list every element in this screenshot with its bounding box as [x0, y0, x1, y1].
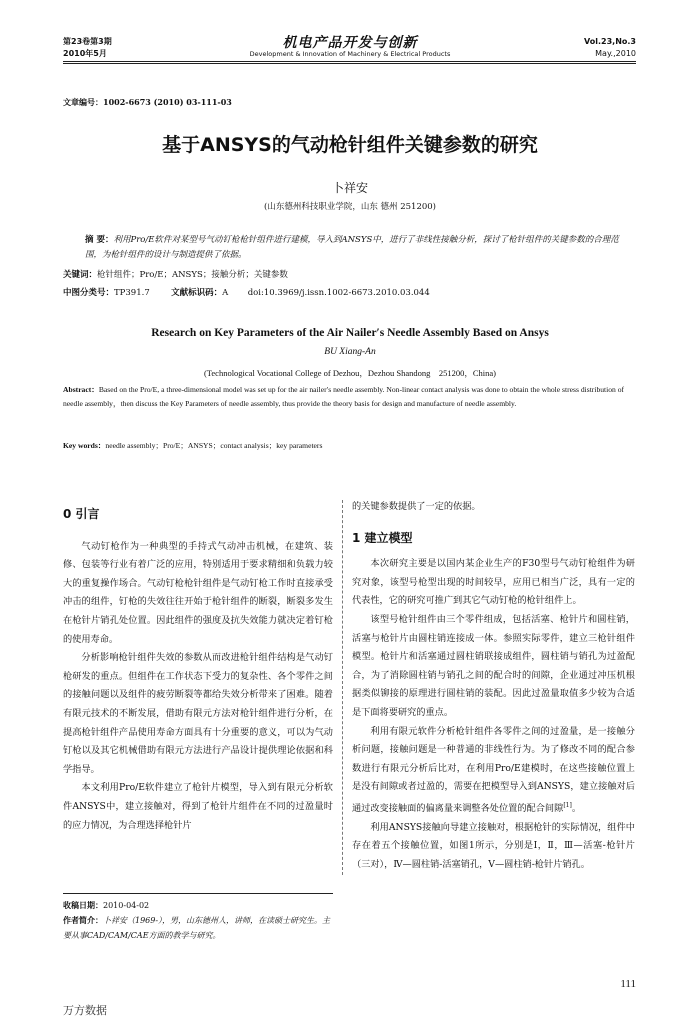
abstract-cn-text: 利用Pro/E软件对某型号气动钉枪枪针组件进行建模，导入到ANSYS中，进行了非线性接触分析，探讨了枪针组件的关键参数的合理范围，为枪针组件的设计与制造提供了依据。	[85, 235, 619, 260]
affiliation-en: (Technological Vocational College of Dezhou，Dezhou Shandong 251200，China)	[203, 368, 497, 378]
section-0-heading: 0 引言	[63, 507, 100, 521]
volume-issue-en: Vol.23,No.3	[584, 37, 636, 46]
intro-paragraph-2: 分析影响枪针组件失效的参数从而改进枪针组件结构是气动钉枪研发的重点。但组件在工作状态下受力的复杂性、各个零件之间的接触问题以及组件的疲劳断裂等都给失效分析带来了困难。随着有限元技术的不断发展，借助有限元方法对枪针组件进行分析，在提高枪针组件产品使用寿命方面具有十分重要的意义，可以为气动钉枪以及其它机械借助有限元方法进行产品设计提供理论依据和科学指导。	[63, 652, 333, 775]
journal-title-cn: 机电产品开发与创新	[282, 35, 418, 51]
paper-title-cn: 基于ANSYS的气动枪针组件关键参数的研究	[162, 134, 538, 156]
citation-ref-1: [1]	[563, 801, 572, 809]
model-paragraph-4: 利用ANSYS接触向导建立接触对，根据枪针的实际情况，组件中存在着五个接触位置，如图1所示，分别是Ⅰ，Ⅱ，Ⅲ—活塞-枪针片（三对），Ⅳ—圆柱销-活塞销孔，Ⅴ—圆柱销-枪针片销孔。	[352, 821, 635, 870]
model-paragraph-1: 本次研究主要是以国内某企业生产的F30型号气动钉枪组件为研究对象，该型号枪型出现的时间较早，应用已相当广泛，具有一定的代表性，它的研究可推广到其它气动钉枪的枪针组件上。	[352, 558, 635, 607]
article-number-label: 文章编号：	[63, 97, 103, 107]
keywords-en-text: needle assembly；Pro/E；ANSYS；contact analysis；key parameters	[105, 441, 323, 450]
keywords-cn-label: 关键词：	[63, 270, 98, 280]
abstract-cn-label: 摘 要：	[85, 235, 114, 245]
keywords-cn	[63, 268, 288, 280]
header-rule-bottom	[63, 63, 636, 64]
watermark: 万方数据	[63, 1004, 107, 1017]
page-number: 111	[620, 978, 636, 990]
intro-paragraph-3: 本文利用Pro/E软件建立了枪针片模型，导入到有限元分析软件ANSYS中，建立接触对，得到了枪针片组件在不同的过盈量时的应力情况，为合理选择枪针片	[63, 782, 333, 831]
abstract-en-text: Based on the Pro/E, a three-dimensional model was set up for the air nailer′s needle assembly. Non-linear contact analysis was done to obtain the whole stress distribution of needle assembly，then discuss the Key Parameters of needle assembly, thus provide the theory basis for design and manufacture of needle assembly.	[63, 385, 625, 408]
footnote	[63, 898, 338, 943]
journal-title-en: Development & Innovation of Machinery & Electrical Products	[249, 50, 451, 58]
author-bio-text: 卜祥安（1969-），男，山东德州人，讲师，在读硕士研究生。主要从事CAD/CAM/CAE方面的教学与研究。	[63, 916, 331, 940]
continued-paragraph: 的关键参数提供了一定的依据。	[352, 501, 481, 512]
date-cn: 2010年5月	[63, 49, 107, 58]
doc-code-value: A	[222, 288, 229, 298]
doi: doi:10.3969/j.issn.1002-6673.2010.03.044	[247, 288, 430, 298]
abstract-en-label: Abstract：	[63, 385, 99, 394]
model-paragraph-3	[352, 723, 635, 819]
affiliation-cn: (山东德州科技职业学院，山东 德州 251200)	[264, 202, 436, 212]
abstract-cn	[85, 233, 620, 263]
model-paragraph-3-end: 。	[571, 802, 581, 814]
right-column	[352, 498, 635, 874]
author-cn: 卜祥安	[331, 181, 368, 195]
date-en: May.,2010	[595, 49, 636, 58]
column-divider	[342, 500, 343, 875]
author-bio-label: 作者简介：	[63, 915, 103, 925]
keywords-en-label: Key words：	[63, 441, 106, 450]
abstract-en	[63, 383, 641, 411]
received-value: 2010-04-02	[103, 901, 150, 910]
volume-issue-cn: 第23卷第3期	[63, 37, 112, 46]
author-en: BU Xiang-An	[324, 347, 376, 357]
model-paragraph-3-text: 利用有限元软件分析枪针组件各零件之间的过盈量，是一接触分析问题，接触问题是一种普通的非线性行为。为了修改不同的配合参数进行有限元分析后比对，在利用Pro/E建模时，在这些接触位置上是没有间隙或者过盈的，需要在把模型导入到ANSYS，建立接触对后通过改变接触面的偏离量来调整各处位置的配合间隙	[352, 725, 635, 814]
article-number	[63, 97, 232, 108]
model-paragraph-2: 该型号枪针组件由三个零件组成，包括活塞、枪针片和圆柱销，活塞与枪针片由圆柱销连接成一体。参照实际零件，建立三枪针组件模型。枪针片和活塞通过圆柱销联接成组件，圆柱销与销孔为过盈配合，为了消除圆柱销与销孔之间的配合时的间隙，企业通过冲压机根据类似铆接的原理进行圆柱销的装配。因此过盈量取值多少较为合适是下面将要研究的重点。	[352, 613, 635, 718]
section-1-heading: 1 建立模型	[352, 530, 413, 545]
classification-line	[63, 286, 643, 298]
intro-paragraph-1: 气动钉枪作为一种典型的手持式气动冲击机械，在建筑、装修、包装等行业有着广泛的应用，特别适用于要求精细和负载力较大的重复操作场合。气动钉枪枪针组件是气动钉枪工作时直接承受冲击的组件，钉枪的失效往往开始于枪针组件的断裂，断裂多发生在枪针片销孔处位置。因此组件的强度及抗失效能力就决定着钉枪的使用寿命。	[63, 540, 333, 645]
received-label: 收稿日期：	[63, 900, 103, 910]
keywords-cn-text: 枪针组件；Pro/E；ANSYS；接触分析；关键参数	[97, 270, 288, 280]
doc-code-label: 文献标识码：	[171, 288, 223, 298]
keywords-en	[63, 439, 641, 453]
footnote-rule	[63, 893, 333, 894]
header-rule-top	[63, 61, 636, 62]
clc-label: 中图分类号：	[63, 288, 115, 298]
clc-value: TP391.7	[114, 288, 150, 298]
author-bio	[63, 913, 338, 943]
received-date	[63, 898, 338, 913]
paper-title-en: Research on Key Parameters of the Air Nailer′s Needle Assembly Based on Ansys	[151, 327, 549, 339]
left-column	[63, 505, 333, 835]
article-number-value: 1002-6673 (2010) 03-111-03	[103, 97, 232, 107]
